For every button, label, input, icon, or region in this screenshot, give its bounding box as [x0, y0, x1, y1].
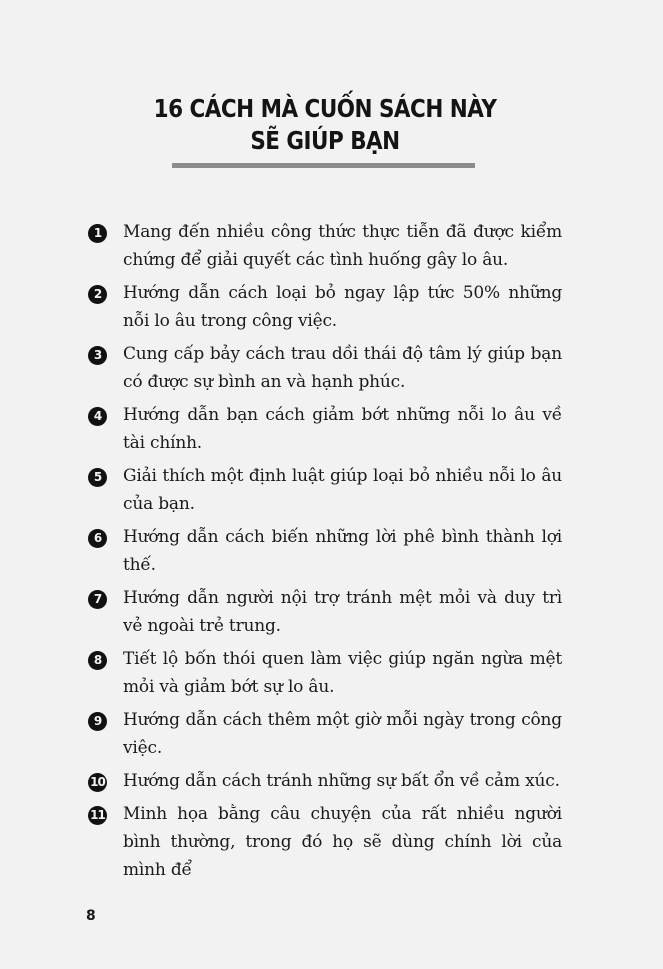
number-badge: 9 [88, 712, 107, 731]
list-item-text: Giải thích một định luật giúp loại bỏ nhiều nỗi lo âu của bạn. [123, 466, 562, 514]
list-item-text: Hướng dẫn cách thêm một giờ mỗi ngày trong công việc. [123, 710, 562, 758]
list-item-text: Tiết lộ bốn thói quen làm việc giúp ngăn ngừa mệt mỏi và giảm bớt sự lo âu. [123, 649, 562, 697]
list-item [88, 401, 562, 457]
page-number: 8 [86, 908, 96, 924]
list-item-text: Hướng dẫn cách loại bỏ ngay lập tức 50% những nỗi lo âu trong công việc. [123, 283, 562, 331]
list-item-text: Hướng dẫn cách biến những lời phê bình thành lợi thế. [123, 527, 562, 575]
list-item-text: Minh họa bằng câu chuyện của rất nhiều người bình thường, trong đó họ sẽ dùng chính lời của mình để [123, 804, 562, 880]
number-badge: 7 [88, 590, 107, 609]
number-badge: 10 [88, 773, 107, 792]
list-item-text: Cung cấp bảy cách trau dồi thái độ tâm lý giúp bạn có được sự bình an và hạnh phúc. [123, 344, 562, 392]
list-item-text: Hướng dẫn người nội trợ tránh mệt mỏi và duy trì vẻ ngoài trẻ trung. [123, 588, 562, 636]
list-item [88, 645, 562, 701]
number-badge: 2 [88, 285, 107, 304]
page-title [110, 93, 540, 157]
number-badge: 4 [88, 407, 107, 426]
number-badge: 3 [88, 346, 107, 365]
list-item [88, 767, 562, 795]
list-item-text: Hướng dẫn cách tránh những sự bất ổn về cảm xúc. [123, 771, 560, 791]
title-line-1: 16 CÁCH MÀ CUỐN SÁCH NÀY [153, 94, 497, 123]
list-item [88, 706, 562, 762]
list-item [88, 218, 562, 274]
number-badge: 5 [88, 468, 107, 487]
list-item [88, 523, 562, 579]
list-item [88, 279, 562, 335]
benefits-list [88, 218, 562, 889]
list-item [88, 800, 562, 884]
number-badge: 8 [88, 651, 107, 670]
list-item [88, 340, 562, 396]
list-item [88, 462, 562, 518]
list-item [88, 584, 562, 640]
title-underline [172, 163, 475, 168]
number-badge: 1 [88, 224, 107, 243]
list-item-text: Mang đến nhiều công thức thực tiễn đã được kiểm chứng để giải quyết các tình huống gây lo âu. [123, 222, 562, 270]
number-badge: 11 [88, 806, 107, 825]
number-badge: 6 [88, 529, 107, 548]
list-item-text: Hướng dẫn bạn cách giảm bớt những nỗi lo âu về tài chính. [123, 405, 562, 453]
title-line-2: SẼ GIÚP BẠN [250, 126, 400, 155]
